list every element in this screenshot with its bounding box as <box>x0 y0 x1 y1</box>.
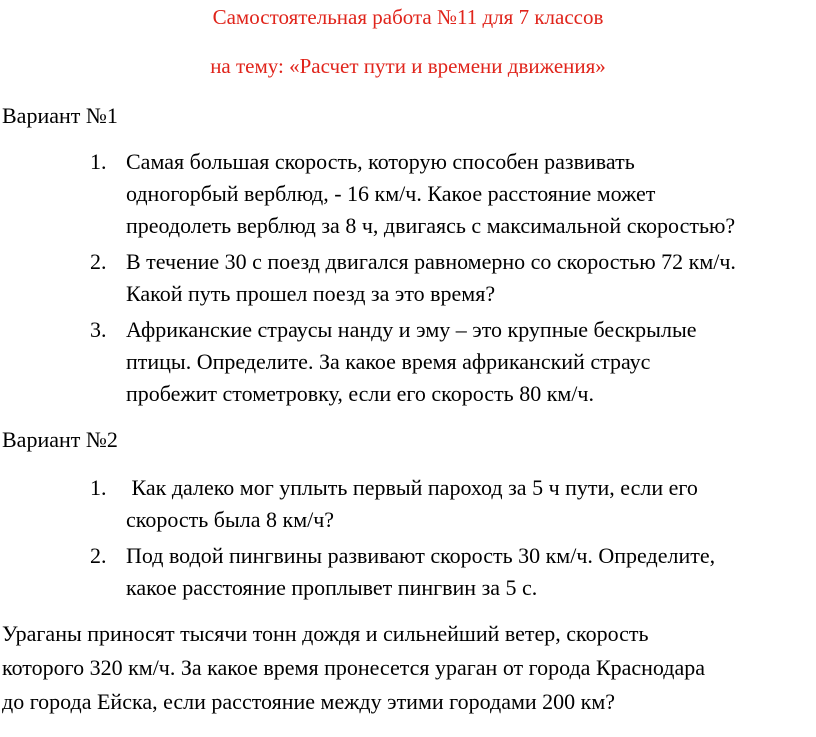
paragraph-line: Ураганы приносят тысячи тонн дождя и сильнейший ветер, скорость <box>2 621 649 646</box>
task-number: 2. <box>90 249 107 274</box>
task-text-line: Как далеко мог уплыть первый пароход за 5 ч пути, если его <box>126 475 698 500</box>
task-text-line: скорость была 8 км/ч? <box>126 507 335 532</box>
task-text-line: Африканские страусы нанду и эму – это крупные бескрылые <box>126 317 697 342</box>
task-item <box>0 314 816 410</box>
task-text-line: преодолеть верблюд за 8 ч, двигаясь с максимальной скоростью? <box>126 213 736 238</box>
task-item <box>0 246 816 310</box>
paragraph-line: до города Ейска, если расстояние между этими городами 200 км? <box>2 689 616 714</box>
task-item <box>0 146 816 242</box>
closing-paragraph <box>2 617 812 719</box>
task-item <box>0 472 816 536</box>
document-title: Самостоятельная работа №11 для 7 классов <box>212 5 604 29</box>
task-text-line: Самая большая скорость, которую способен развивать <box>126 149 635 174</box>
task-number: 3. <box>90 317 107 342</box>
document-subtitle: на тему: «Расчет пути и времени движения» <box>210 54 606 78</box>
variant-2-task-list <box>0 472 816 608</box>
task-number: 2. <box>90 543 107 568</box>
task-number: 1. <box>90 149 107 174</box>
task-text-line: пробежит стометровку, если его скорость 80 км/ч. <box>126 381 594 406</box>
task-number: 1. <box>90 475 107 500</box>
task-item <box>0 540 816 604</box>
task-text-line: одногорбый верблюд, - 16 км/ч. Какое расстояние может <box>126 181 656 206</box>
variant-2-heading: Вариант №2 <box>2 427 118 452</box>
task-text-line: какое расстояние проплывет пингвин за 5 с. <box>126 575 538 600</box>
paragraph-line: которого 320 км/ч. За какое время пронесется ураган от города Краснодара <box>2 655 706 680</box>
task-text-line: Какой путь прошел поезд за это время? <box>126 281 496 306</box>
task-text-line: Под водой пингвины развивают скорость 30 км/ч. Определите, <box>126 543 716 568</box>
variant-1-heading: Вариант №1 <box>2 103 118 128</box>
variant-1-task-list <box>0 146 816 414</box>
task-text-line: В течение 30 с поезд двигался равномерно со скоростью 72 км/ч. <box>126 249 736 274</box>
task-text-line: птицы. Определите. За какое время африканский страус <box>126 349 651 374</box>
